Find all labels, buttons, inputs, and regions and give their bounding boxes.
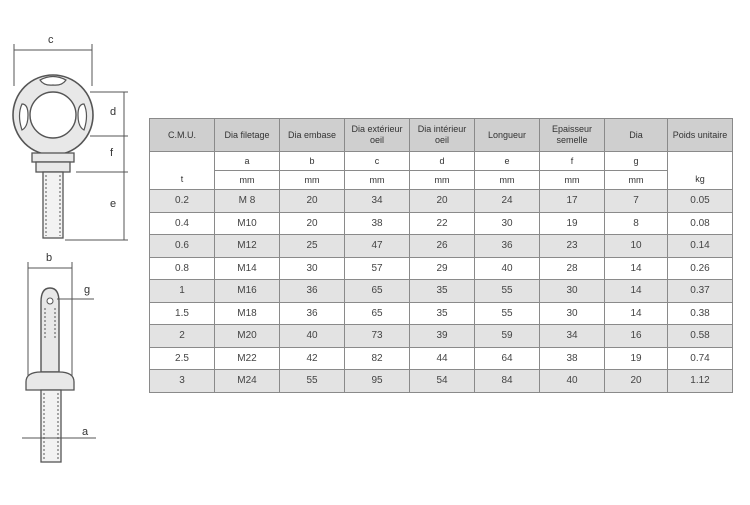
table-cell: 0.2 [150, 190, 215, 213]
table-cell: 64 [475, 347, 540, 370]
table-cell: 38 [540, 347, 605, 370]
header-row [150, 119, 733, 152]
header-dia-embase: Dia embase [280, 119, 345, 152]
table-cell: 28 [540, 257, 605, 280]
table-cell: 16 [605, 325, 668, 348]
table-cell: 19 [540, 212, 605, 235]
table-cell: 17 [540, 190, 605, 213]
header-dia-filetage: Dia filetage [215, 119, 280, 152]
unit-cell: t [150, 171, 215, 190]
dim-label-b: b [46, 252, 53, 264]
header-epaisseur: Epaisseur semelle [540, 119, 605, 152]
table-cell: 8 [605, 212, 668, 235]
table-cell: 34 [540, 325, 605, 348]
symbol-cell [668, 152, 733, 171]
symbol-cell: d [410, 152, 475, 171]
table-cell: 2 [150, 325, 215, 348]
table-cell: 55 [475, 280, 540, 303]
table-cell: M10 [215, 212, 280, 235]
table-cell: 3 [150, 370, 215, 393]
table-cell: 20 [280, 190, 345, 213]
table-cell: 22 [410, 212, 475, 235]
unit-cell: mm [345, 171, 410, 190]
table-row [150, 235, 733, 258]
table-cell: 55 [475, 302, 540, 325]
unit-cell: mm [540, 171, 605, 190]
table-cell: 65 [345, 302, 410, 325]
table-row [150, 347, 733, 370]
dim-label-a: a [82, 426, 89, 438]
table-cell: M18 [215, 302, 280, 325]
table-cell: 0.58 [668, 325, 733, 348]
header-dia: Dia [605, 119, 668, 152]
table-cell: 38 [345, 212, 410, 235]
table-cell: 19 [605, 347, 668, 370]
table-cell: 30 [540, 280, 605, 303]
table-cell: 25 [280, 235, 345, 258]
table-cell: 7 [605, 190, 668, 213]
unit-cell: mm [475, 171, 540, 190]
table-cell: 20 [280, 212, 345, 235]
table-cell: 0.14 [668, 235, 733, 258]
table-cell: 20 [605, 370, 668, 393]
unit-row [150, 171, 733, 190]
symbol-cell: f [540, 152, 605, 171]
table-cell: 1.12 [668, 370, 733, 393]
table-cell: 30 [280, 257, 345, 280]
table-cell: 0.4 [150, 212, 215, 235]
table-cell: M22 [215, 347, 280, 370]
table-cell: M24 [215, 370, 280, 393]
symbol-row [150, 152, 733, 171]
table-cell: 0.37 [668, 280, 733, 303]
technical-drawing [0, 0, 145, 500]
table-cell: 0.6 [150, 235, 215, 258]
table-cell: 23 [540, 235, 605, 258]
table-cell: 20 [410, 190, 475, 213]
table-cell: 84 [475, 370, 540, 393]
table-cell: 42 [280, 347, 345, 370]
table-cell: 24 [475, 190, 540, 213]
table-row [150, 190, 733, 213]
unit-cell: mm [410, 171, 475, 190]
table-cell: 14 [605, 257, 668, 280]
table-cell: 14 [605, 302, 668, 325]
symbol-cell: g [605, 152, 668, 171]
table-row [150, 370, 733, 393]
table-cell: 10 [605, 235, 668, 258]
table-cell: 30 [540, 302, 605, 325]
table-cell: 39 [410, 325, 475, 348]
table-row [150, 280, 733, 303]
table-cell: 55 [280, 370, 345, 393]
table-cell: 59 [475, 325, 540, 348]
header-poids: Poids unitaire [668, 119, 733, 152]
table-cell: 36 [280, 302, 345, 325]
unit-cell: mm [280, 171, 345, 190]
table-cell: 2.5 [150, 347, 215, 370]
table-cell: M 8 [215, 190, 280, 213]
symbol-cell: c [345, 152, 410, 171]
table-cell: 44 [410, 347, 475, 370]
dim-label-f: f [110, 147, 114, 159]
header-dia-exterieur: Dia extérieur oeil [345, 119, 410, 152]
symbol-cell: b [280, 152, 345, 171]
unit-cell: kg [668, 171, 733, 190]
table-cell: 40 [280, 325, 345, 348]
table-row [150, 212, 733, 235]
header-longueur: Longueur [475, 119, 540, 152]
table-cell: M16 [215, 280, 280, 303]
table-row [150, 257, 733, 280]
table-cell: 1.5 [150, 302, 215, 325]
table-cell: 26 [410, 235, 475, 258]
table-cell: 57 [345, 257, 410, 280]
symbol-cell [150, 152, 215, 171]
table-cell: 54 [410, 370, 475, 393]
table-cell: 35 [410, 302, 475, 325]
table-cell: 82 [345, 347, 410, 370]
eyebolt-drawing [0, 0, 145, 500]
table-cell: 65 [345, 280, 410, 303]
dim-label-g: g [84, 284, 91, 296]
dim-label-d: d [110, 106, 117, 118]
symbol-cell: a [215, 152, 280, 171]
table-cell: 34 [345, 190, 410, 213]
table-row [150, 325, 733, 348]
table-cell: 36 [475, 235, 540, 258]
table-cell: M14 [215, 257, 280, 280]
unit-cell: mm [605, 171, 668, 190]
table-cell: 35 [410, 280, 475, 303]
table-cell: 0.74 [668, 347, 733, 370]
spec-table [149, 118, 733, 393]
eye-inner [30, 92, 76, 138]
table-cell: 40 [540, 370, 605, 393]
dim-label-c: c [48, 34, 54, 46]
table-cell: 30 [475, 212, 540, 235]
table-cell: 0.26 [668, 257, 733, 280]
table-cell: 95 [345, 370, 410, 393]
table-cell: 36 [280, 280, 345, 303]
table-cell: M20 [215, 325, 280, 348]
table-cell: 0.05 [668, 190, 733, 213]
symbol-cell: e [475, 152, 540, 171]
table-cell: 14 [605, 280, 668, 303]
table-cell: 73 [345, 325, 410, 348]
table-cell: 0.38 [668, 302, 733, 325]
dim-label-e: e [110, 198, 117, 210]
unit-cell: mm [215, 171, 280, 190]
table-cell: 0.8 [150, 257, 215, 280]
table-cell: 47 [345, 235, 410, 258]
table-cell: M12 [215, 235, 280, 258]
table-cell: 40 [475, 257, 540, 280]
table-cell: 0.08 [668, 212, 733, 235]
table-body [150, 190, 733, 393]
header-dia-interieur: Dia intérieur oeil [410, 119, 475, 152]
table-cell: 1 [150, 280, 215, 303]
header-cmu: C.M.U. [150, 119, 215, 152]
table-row [150, 302, 733, 325]
table-cell: 29 [410, 257, 475, 280]
